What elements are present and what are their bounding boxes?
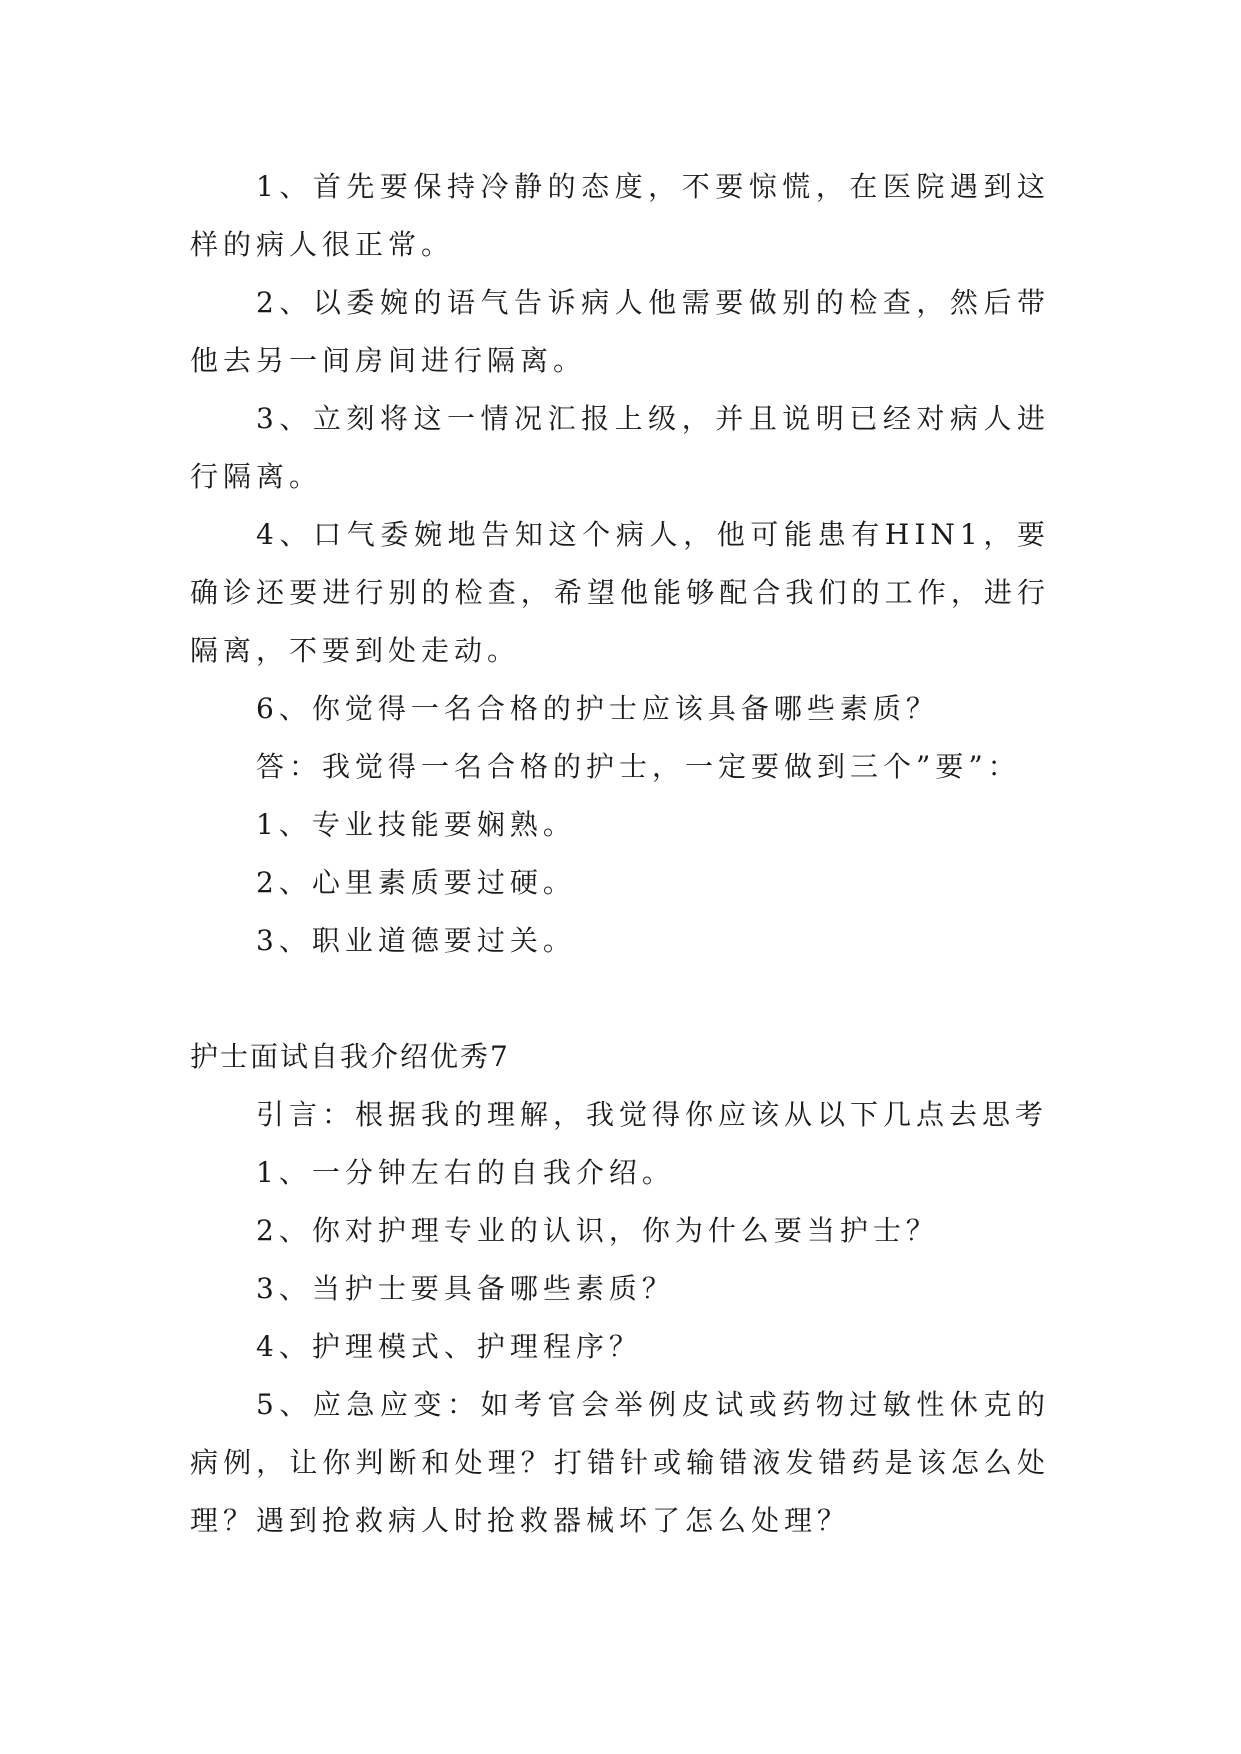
list-item: 2、你对护理专业的认识，你为什么要当护士？ bbox=[256, 1214, 939, 1247]
paragraph: 3、立刻将这一情况汇报上级，并且说明已经对病人进行隔离。 bbox=[190, 402, 1050, 493]
section-heading: 护士面试自我介绍优秀7 bbox=[190, 1040, 510, 1073]
list-item: 4、护理模式、护理程序？ bbox=[256, 1330, 642, 1363]
list-item: 5、应急应变：如考官会举例皮试或药物过敏性休克的病例，让你判断和处理？打错针或输错液发错药是该怎么处理？遇到抢救病人时抢救器械坏了怎么处理？ bbox=[190, 1388, 1050, 1537]
list-item: 3、职业道德要过关。 bbox=[256, 924, 576, 957]
document-body bbox=[190, 158, 1050, 1550]
list-item: 1、专业技能要娴熟。 bbox=[256, 808, 576, 841]
paragraph: 2、以委婉的语气告诉病人他需要做别的检查，然后带他去另一间房间进行隔离。 bbox=[190, 286, 1050, 377]
answer-paragraph: 答：我觉得一名合格的护士，一定要做到三个”要”： bbox=[256, 750, 1021, 783]
section-spacer bbox=[190, 970, 1050, 1028]
list-item: 3、当护士要具备哪些素质？ bbox=[256, 1272, 675, 1305]
list-item: 2、心里素质要过硬。 bbox=[256, 866, 576, 899]
intro-paragraph: 引言：根据我的理解，我觉得你应该从以下几点去思考 bbox=[256, 1098, 1049, 1131]
paragraph: 1、首先要保持冷静的态度，不要惊慌，在医院遇到这样的病人很正常。 bbox=[190, 170, 1050, 261]
question-paragraph: 6、你觉得一名合格的护士应该具备哪些素质？ bbox=[256, 692, 939, 725]
list-item: 1、一分钟左右的自我介绍。 bbox=[256, 1156, 675, 1189]
paragraph: 4、口气委婉地告知这个病人，他可能患有HIN1，要确诊还要进行别的检查，希望他能够配合我们的工作，进行隔离，不要到处走动。 bbox=[190, 518, 1050, 667]
